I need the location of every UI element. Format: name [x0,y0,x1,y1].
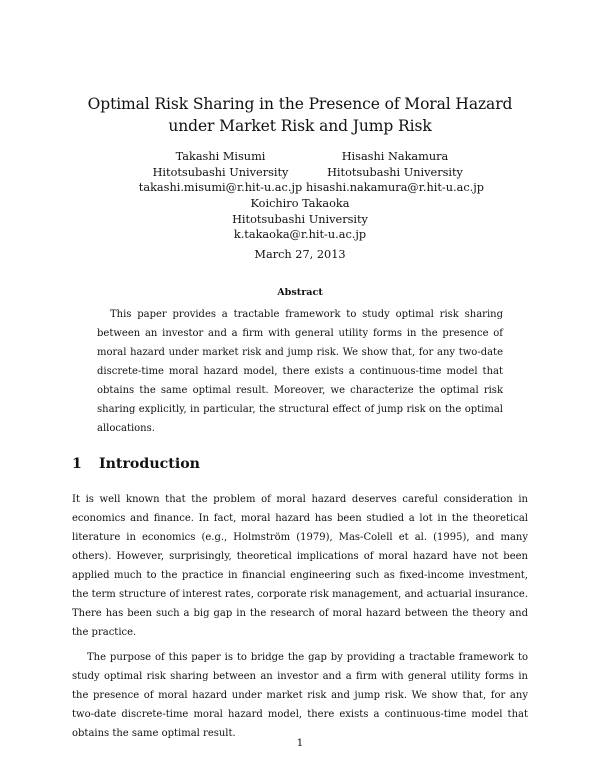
title-line-2: under Market Risk and Jump Risk [168,117,432,135]
section-title: Introduction [98,456,200,472]
author-name: Hisashi Nakamura [341,150,449,163]
title-line-1: Optimal Risk Sharing in the Presence of Moral Hazard [87,95,513,113]
paper-date: March 27, 2013 [254,248,346,261]
author-block-3 [195,196,405,243]
author-name: Takashi Misumi [175,150,266,163]
section-number: 1 [72,456,82,472]
section-heading [72,456,200,472]
page-number: 1 [296,737,304,749]
intro-paragraph-2: The purpose of this paper is to bridge the gap by providing a tractable framework to study optimal risk sharing between an investor and a firm with general utility forms in the presence of moral hazard under market risk and jump risk. We show that, for any two-date discrete-time moral hazard model, there exists a continuous-time model that obtains the same optimal result. [72,652,528,739]
author-affiliation: Hitotsubashi University [232,212,368,226]
author-email: k.takaoka@r.hit-u.ac.jp [233,228,367,241]
author-affiliation: Hitotsubashi University [327,165,463,179]
author-name: Koichiro Takaoka [250,197,350,210]
abstract-heading: Abstract [277,287,323,298]
author-email: hisashi.nakamura@r.hit-u.ac.jp [306,181,484,194]
intro-paragraph-1: It is well known that the problem of moral hazard deserves careful consideration in economics and finance. In fact, moral hazard has been studied a lot in the theoretical literature in economics (e.g., Holmström (1979), Mas-Colell et al. (1995), and many others). However, surprisingly, theoretical implications of moral hazard have not been applied much to the practice in financial engineering such as fixed-income investment, the term structure of interest rates, corporate risk management, and actuarial insurance. There has been such a big gap in the research of moral hazard between the theory and the practice. [72,494,528,638]
author-block-2 [275,149,515,196]
author-affiliation: Hitotsubashi University [152,165,289,179]
author-email: takashi.misumi@r.hit-u.ac.jp [138,181,303,194]
paper-title [60,93,540,137]
abstract-text: This paper provides a tractable framework to study optimal risk sharing between an investor and a firm with general utility forms in the presence of moral hazard under market risk and jump risk. We show that, for any two-date discrete-time moral hazard model, there exists a continuous-time model that obtains the same optimal result. Moreover, we characterize the optimal risk sharing explicitly, in particular, the structural effect of jump risk on the optimal allocations. [97,309,503,434]
